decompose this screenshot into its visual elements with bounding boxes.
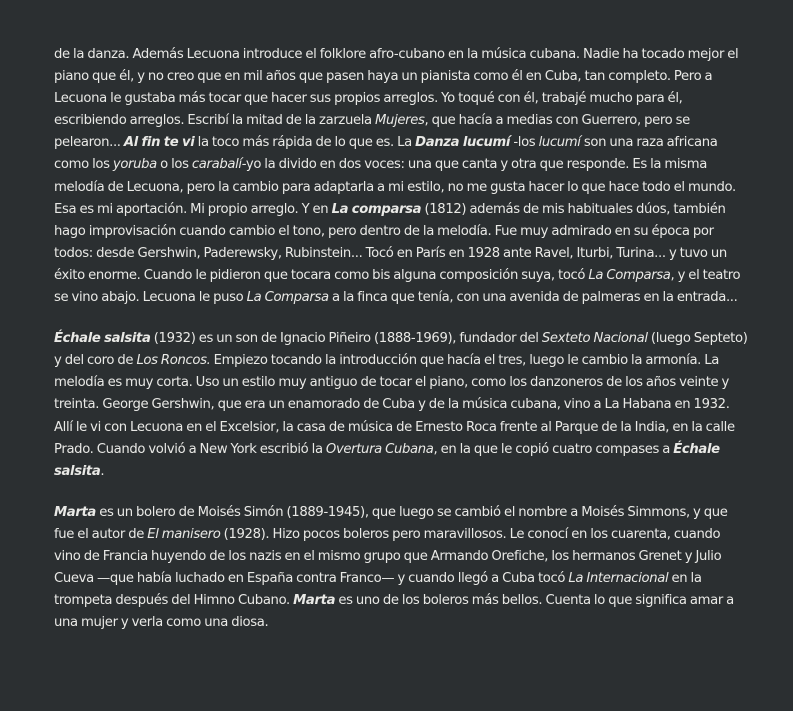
text-run: (1928). Hizo pocos boleros pero maravillosos. Le conocí en los cuarenta, cuando vino de Francia huyendo de los nazis en el mismo grupo que Armando Orefiche, los hermanos Grenet y Julio Cueva —que había luchado en España contra Franco— y cuando llegó a Cuba tocó <box>54 526 722 587</box>
text-run: a la finca que tenía, con una avenida de palmeras en la entrada... <box>328 290 738 306</box>
text-run: , en la que le copió cuatro compases a <box>433 441 674 457</box>
text-run: o los <box>156 157 192 173</box>
italic-title: yoruba <box>112 157 157 173</box>
text-run: (1932) es un son de Ignacio Piñeiro (1888-1969), fundador del <box>150 331 542 347</box>
italic-title: Los Roncos. <box>136 353 211 369</box>
text-run: , y el teatro se vino abajo. Lecuona le puso <box>54 267 741 306</box>
text-run: , que hacía a medias con Guerrero, pero se pelearon... <box>54 113 690 151</box>
paragraph-marta <box>54 502 749 635</box>
bold-italic-title: Échale salsita <box>54 441 720 479</box>
text-run: son una raza africana como los <box>54 135 718 173</box>
paragraph-echale-salsita <box>54 328 749 483</box>
italic-title: carabalí <box>191 157 242 173</box>
text-run: Empiezo tocando la introducción que hacía el tres, luego le cambio la armonía. La melodía es muy corta. Uso un estilo muy antiguo de tocar el piano, como los danzoneros de los años veinte y treinta. George Gershwin, que era un enamorado de Cuba y de la música cubana, vino a La Habana en 1932. Allí le vi con Lecuona en el Excelsior, la casa de música de Ernesto Roca frente al Parque de la India, en la calle Prado. Cuando volvió a New York escribió la <box>54 353 735 457</box>
italic-title: El manisero <box>147 526 221 542</box>
bold-italic-title: Danza lucumí <box>415 135 511 151</box>
italic-title: Overtura Cubana <box>325 441 434 457</box>
italic-title: lucumí <box>538 135 581 151</box>
text-run: de la danza. Además Lecuona introduce el folklore afro-cubano en la música cubana. Nadie ha tocado mejor el piano que él, y no creo que en mil años que pasen haya un pianista como él en Cuba, tan completo. Pero a Lecuona le gustaba más tocar que hacer sus propios arreglos. Yo toqué con él, trabajé mucho para él, escribiendo arreglos. Escribí la mitad de la zarzuela <box>54 47 739 129</box>
bold-italic-title: Al fin te vi <box>123 135 195 151</box>
text-run: -yo la divido en dos voces: una que canta y otra que responde. Es la misma melodía de Lecuona, pero la cambio para adaptarla a mi estilo, no me gusta hacer lo que hace todo el mundo. Esa es mi aportación. Mi propio arreglo. Y en <box>54 157 736 217</box>
text-run: en la trompeta después del Himno Cubano. <box>54 571 702 609</box>
text-run: es uno de los boleros más bellos. Cuenta lo que significa amar a una mujer y verla como una diosa. <box>54 593 734 631</box>
italic-title: Sexteto Nacional <box>541 331 648 347</box>
italic-title: La Comparsa <box>246 290 329 306</box>
text-run: (1812) además de mis habituales dúos, también hago improvisación cuando cambio el tono, pero dentro de la melodía. Fue muy admirado en su época por todos: desde Gershwin, Paderewsky, Rubinstein... Tocó en París en 1928 ante Ravel, Iturbi, Turina... y tuvo un éxito enorme. Cuando le pidieron que tocara como bis alguna composición suya, tocó <box>54 201 727 283</box>
text-run: -los <box>510 135 539 151</box>
text-run: es un bolero de Moisés Simón (1889-1945), que luego se cambió el nombre a Moisés Simmons, y que fue el autor de <box>54 504 728 542</box>
text-run: la toco más rápida de lo que es. La <box>194 135 416 151</box>
italic-title: La Internacional <box>568 571 669 587</box>
bold-italic-title: Marta <box>293 593 336 609</box>
bold-italic-title: Marta <box>54 504 96 520</box>
bold-italic-title: La comparsa <box>331 201 422 217</box>
text-run: (luego Septeto) y del coro de <box>54 331 748 369</box>
paragraph-lecuona <box>54 44 749 309</box>
italic-title: Mujeres <box>375 113 425 129</box>
bold-italic-title: Échale salsita <box>54 331 151 347</box>
italic-title: La Comparsa <box>588 267 671 283</box>
text-run: . <box>100 463 105 479</box>
